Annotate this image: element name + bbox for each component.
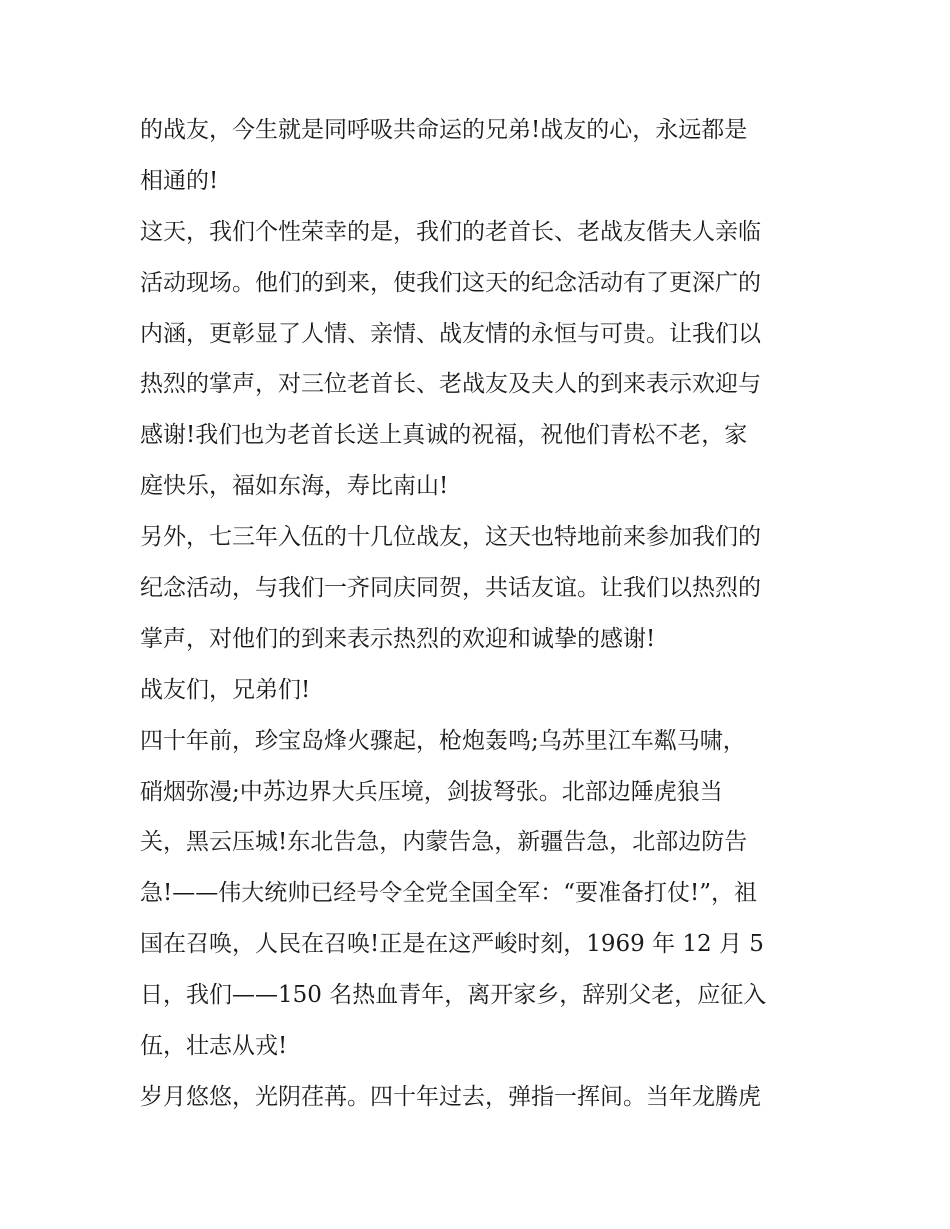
text-line: 急!——伟大统帅已经号令全党全国全军：“要准备打仗!”，祖 bbox=[140, 880, 758, 907]
text-line: 掌声，对他们的到来表示热烈的欢迎和诚挚的感谢! bbox=[140, 625, 656, 652]
text-line: 伍，壮志从戎! bbox=[140, 1033, 288, 1060]
text-line: 感谢!我们也为老首长送上真诚的祝福，祝他们青松不老，家 bbox=[140, 422, 748, 449]
text-line: 硝烟弥漫;中苏边界大兵压境，剑拔弩张。北部边陲虎狼当 bbox=[140, 778, 723, 805]
text-line: 岁月悠悠，光阴荏苒。四十年过去，弹指一挥间。当年龙腾虎 bbox=[140, 1083, 761, 1110]
body-text bbox=[140, 105, 820, 1123]
text-line: 四十年前，珍宝岛烽火骤起，枪炮轰鸣;乌苏里江车粼马啸， bbox=[140, 727, 746, 754]
text-line: 国在召唤，人民在召唤!正是在这严峻时刻，1969 年 12 月 5 bbox=[140, 931, 764, 958]
text-line: 内涵，更彰显了人情、亲情、战友情的永恒与可贵。让我们以 bbox=[140, 320, 761, 347]
text-line: 庭快乐，福如东海，寿比南山! bbox=[140, 473, 449, 500]
text-line: 关，黑云压城!东北告急，内蒙告急，新疆告急，北部边防告 bbox=[140, 829, 748, 856]
text-line: 热烈的掌声，对三位老首长、老战友及夫人的到来表示欢迎与 bbox=[140, 371, 761, 398]
text-line: 相通的! bbox=[140, 167, 219, 194]
text-line: 另外，七三年入伍的十几位战友，这天也特地前来参加我们的 bbox=[140, 524, 761, 551]
text-line: 活动现场。他们的到来，使我们这天的纪念活动有了更深广的 bbox=[140, 269, 761, 296]
text-line: 战友们，兄弟们! bbox=[140, 676, 311, 703]
text-line: 的战友，今生就是同呼吸共命运的兄弟!战友的心，永远都是 bbox=[140, 117, 748, 143]
text-line: 这天，我们个性荣幸的是，我们的老首长、老战友偕夫人亲临 bbox=[140, 218, 761, 245]
text-line: 纪念活动，与我们一齐同庆同贺，共话友谊。让我们以热烈的 bbox=[140, 575, 761, 602]
text-line: 日，我们——150 名热血青年，离开家乡，辞别父老，应征入 bbox=[140, 982, 767, 1009]
